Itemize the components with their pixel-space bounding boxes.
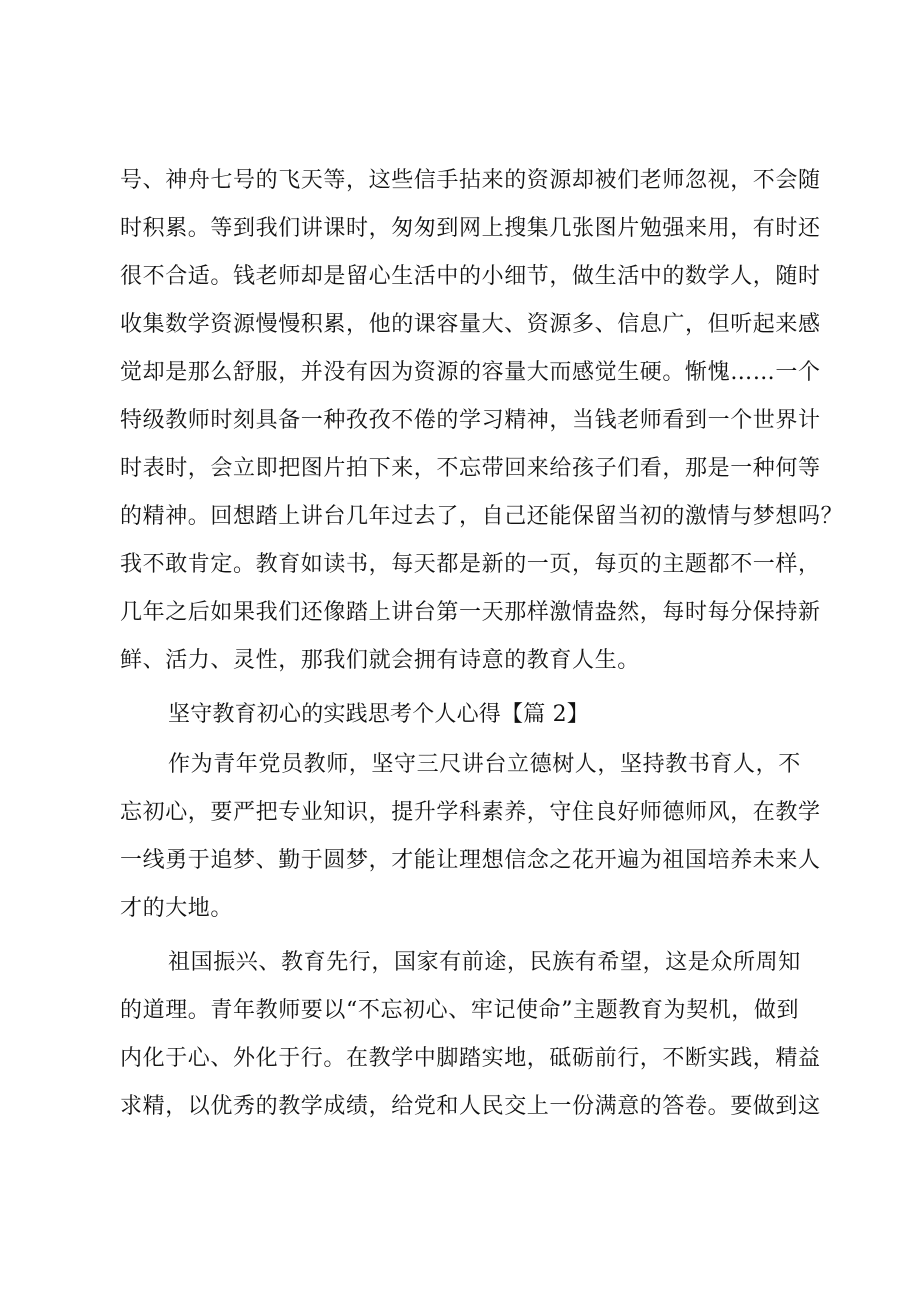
paragraph-line: 号、神舟七号的飞天等，这些信手拈来的资源却被们老师忽视，不会随 [120, 168, 821, 193]
paragraph-line: 觉却是那么舒服，并没有因为资源的容量大而感觉生硬。惭愧……一个 [120, 360, 821, 385]
paragraph-line: 特级教师时刻具备一种孜孜不倦的学习精神，当钱老师看到一个世界计 [120, 408, 821, 433]
paragraph-line: 几年之后如果我们还像踏上讲台第一天那样激情盎然，每时每分保持新 [120, 600, 821, 625]
paragraph-line: 作为青年党员教师，坚守三尺讲台立德树人，坚持教书育人，不 [168, 752, 801, 777]
paragraph-line: 一线勇于追梦、勤于圆梦，才能让理想信念之花开遍为祖国培养未来人 [120, 848, 821, 873]
paragraph-line: 忘初心，要严把专业知识，提升学科素养，守住良好师德师风，在教学 [120, 800, 821, 825]
paragraph-line: 收集数学资源慢慢积累，他的课容量大、资源多、信息广，但听起来感 [120, 312, 821, 337]
paragraph-line: 的精神。回想踏上讲台几年过去了，自己还能保留当初的激情与梦想吗？ [120, 504, 844, 529]
paragraph-line: 很不合适。钱老师却是留心生活中的小细节，做生活中的数学人，随时 [120, 264, 821, 289]
paragraph-line: 内化于心、外化于行。在教学中脚踏实地，砥砺前行，不断实践，精益 [120, 1046, 821, 1071]
paragraph-line: 祖国振兴、教育先行，国家有前途，民族有希望，这是众所周知 [168, 950, 801, 975]
section-heading: 坚守教育初心的实践思考个人心得【篇 2】 [168, 702, 589, 727]
paragraph-line: 才的大地。 [120, 896, 234, 921]
paragraph-line: 求精，以优秀的教学成绩，给党和人民交上一份满意的答卷。要做到这 [120, 1094, 821, 1119]
paragraph-line: 时积累。等到我们讲课时，匆匆到网上搜集几张图片勉强来用，有时还 [120, 216, 821, 241]
paragraph-line: 我不敢肯定。教育如读书，每天都是新的一页，每页的主题都不一样， [120, 552, 821, 577]
paragraph-line: 时表时，会立即把图片拍下来，不忘带回来给孩子们看，那是一种何等 [120, 456, 821, 481]
paragraph-line: 的道理。青年教师要以“不忘初心、牢记使命”主题教育为契机，做到 [120, 998, 800, 1023]
paragraph-line: 鲜、活力、灵性，那我们就会拥有诗意的教育人生。 [120, 648, 640, 673]
